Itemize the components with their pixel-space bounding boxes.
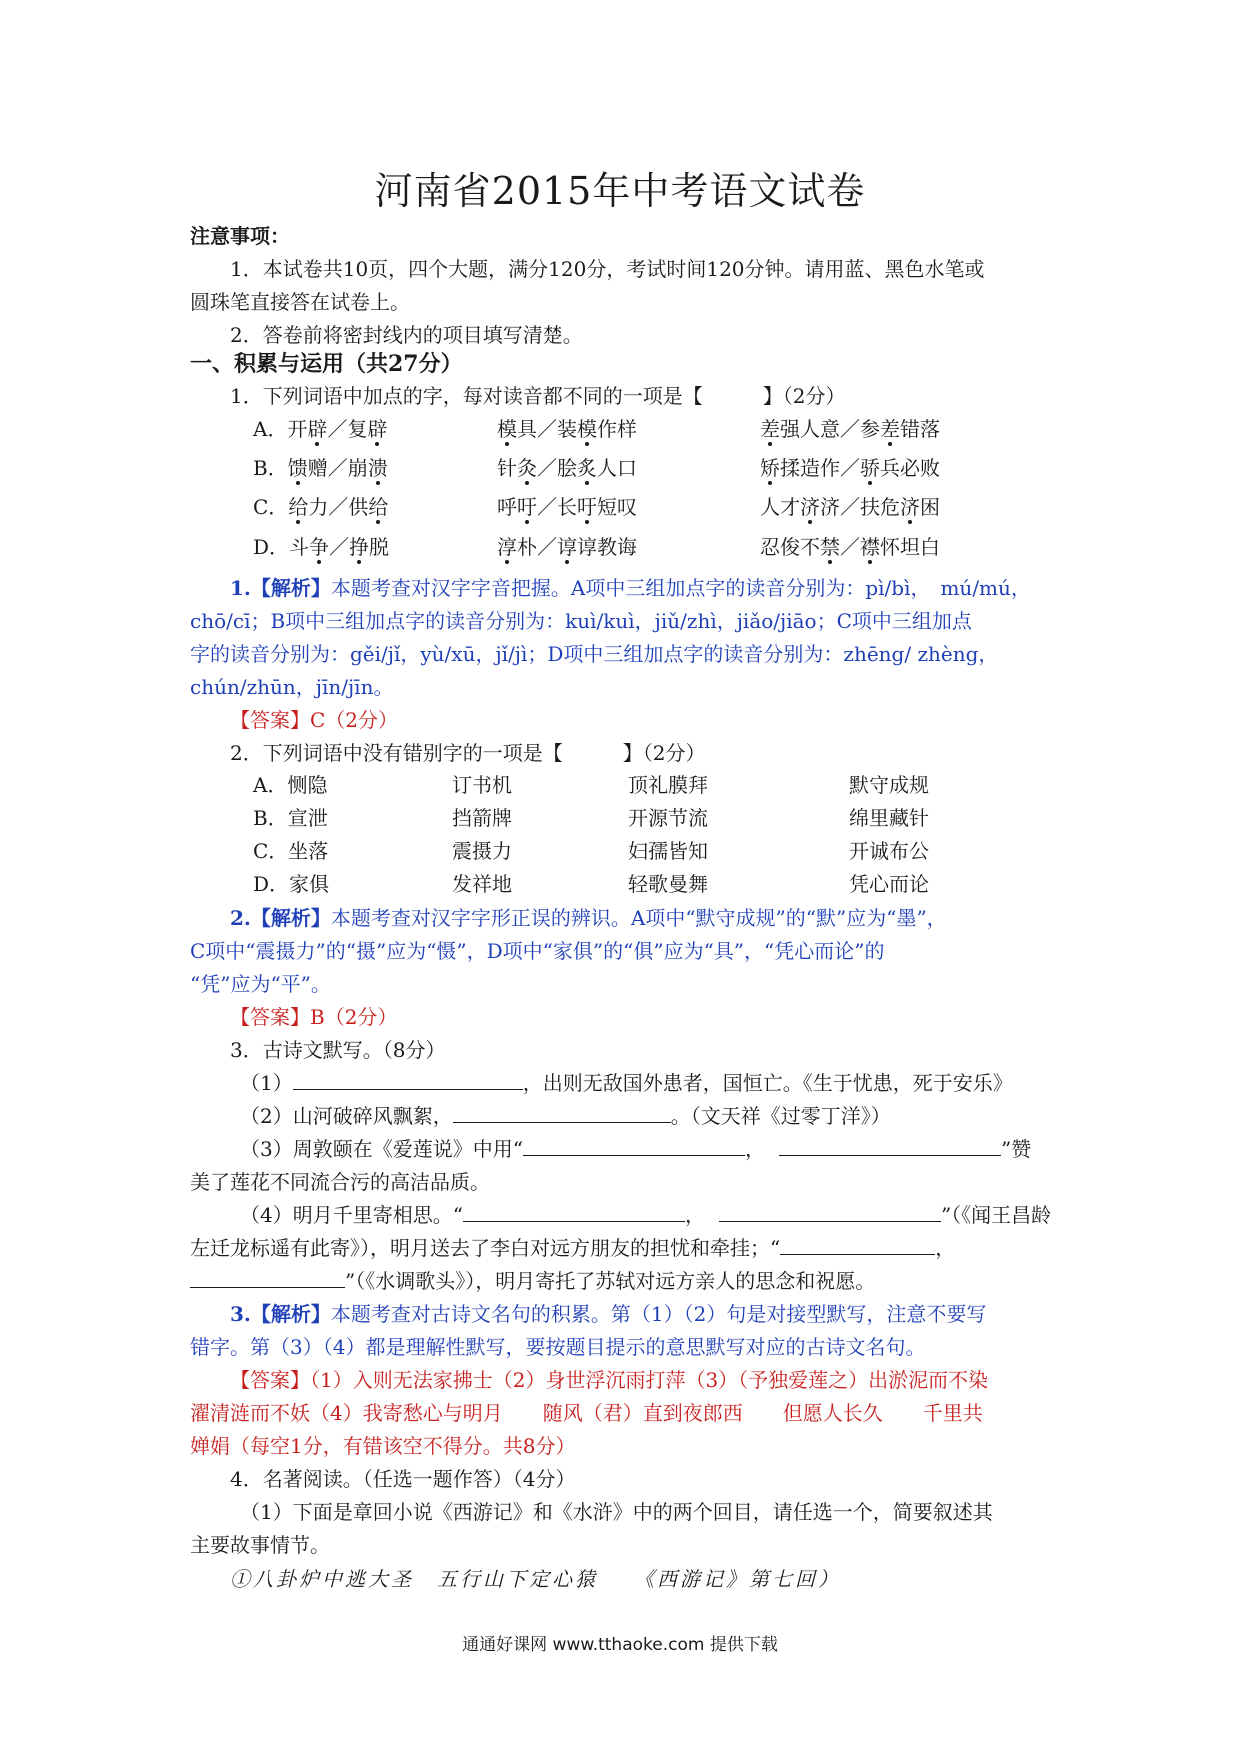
q2-option-d1: D．家俱 [253, 872, 330, 896]
q3-line-2 [190, 1100, 1060, 1133]
q4-sub1-text: 主要故事情节。 [190, 1533, 330, 1557]
answer-blank[interactable] [190, 1267, 345, 1288]
q4-sub1 [190, 1496, 1060, 1562]
q3-line-label: （1） [240, 1071, 293, 1095]
analysis-label: 2.【解析】 [230, 906, 331, 930]
q3-analysis [190, 1298, 1060, 1364]
q3-line-text: （4）明月千里寄相思。“ [240, 1203, 463, 1227]
q2-option-c2: 震摄力 [452, 839, 512, 863]
analysis-text: chō/cī；B项中三组加点字的读音分别为：kuì/kuì，jiǔ/zhì，jiǎo/jiāo；C项中三组加点 [190, 609, 972, 633]
q2-analysis [190, 902, 1060, 1001]
q1-option-d1: D．斗争／挣脱 [253, 535, 390, 559]
q3-line-text: ”（《闻王昌龄 [940, 1203, 1052, 1227]
answer-blank[interactable] [453, 1102, 671, 1123]
analysis-text: 本题考查对古诗文名句的积累。第（1）（2）句是对接型默写，注意不要写 [330, 1302, 987, 1326]
q3-line-text: ， [744, 1137, 765, 1161]
q1-stem: 1．下列词语中加点的字，每对读音都不同的一项是【 】（2分） [230, 384, 846, 408]
notice-heading: 注意事项： [190, 224, 290, 248]
q1-option-c3: 人才济济／扶危济困 [760, 495, 940, 519]
q1-option-a2: 模具／装模作样 [497, 417, 637, 441]
q1-option-c1: C．给力／供给 [253, 495, 389, 519]
analysis-text: “凭”应为“平”。 [190, 972, 331, 996]
q1-option-b2: 针灸／脍炙人口 [497, 456, 637, 480]
q3-line-3 [190, 1133, 1060, 1166]
answer-text: 婵娟（每空1分，有错该空不得分。共8分） [190, 1434, 576, 1458]
page-title: 河南省2015年中考语文试卷 [374, 169, 866, 213]
q3-line-1 [190, 1067, 1060, 1100]
q1-option-b1: B．馈赠／崩溃 [253, 456, 388, 480]
q3-line-text: ， [684, 1203, 705, 1227]
q1-option-b3: 矫揉造作／骄兵必败 [760, 456, 940, 480]
analysis-text: 字的读音分别为：gěi/jǐ，yù/xū，jǐ/jì；D项中三组加点字的读音分别为：zhēng/ zhèng， [190, 642, 999, 666]
q2-option-c1: C．坐落 [253, 839, 329, 863]
q2-option-a2: 订书机 [452, 773, 512, 797]
q2-option-c3: 妇孺皆知 [628, 839, 708, 863]
answer-blank[interactable] [523, 1135, 745, 1156]
q3-line-4-cont2 [190, 1265, 1060, 1298]
analysis-text: chún/zhūn，jīn/jīn。 [190, 675, 394, 699]
q2-option-b2: 挡箭牌 [452, 806, 512, 830]
answer-blank[interactable] [780, 1234, 935, 1255]
notice-item: 2．答卷前将密封线内的项目填写清楚。 [230, 323, 583, 347]
q3-line-text: 。（文天祥《过零丁洋》） [670, 1104, 891, 1128]
q3-line-text: （3）周敦颐在《爱莲说》中用“ [240, 1137, 523, 1161]
analysis-text: 本题考查对汉字字形正误的辨识。A项中“默守成规”的“默”应为“墨”， [330, 906, 947, 930]
notice-item: 圆珠笔直接答在试卷上。 [190, 290, 410, 314]
q3-stem: 3．古诗文默写。（8分） [230, 1038, 446, 1062]
q4-sub1-text: （1）下面是章回小说《西游记》和《水浒》中的两个回目，请任选一个，简要叙述其 [240, 1500, 993, 1524]
q2-option-a4: 默守成规 [849, 773, 929, 797]
answer-blank[interactable] [719, 1201, 941, 1222]
q2-option-a3: 顶礼膜拜 [628, 773, 708, 797]
q3-answer [190, 1364, 1060, 1463]
analysis-text: 错字。第（3）（4）都是理解性默写，要按题目提示的意思默写对应的古诗文名句。 [190, 1335, 926, 1359]
q4-item1: ①八卦炉中逃大圣 五行山下定心猿 《西游记》第七回） [230, 1567, 841, 1591]
q2-option-b4: 绵里藏针 [849, 806, 929, 830]
q2-option-d3: 轻歌曼舞 [628, 872, 708, 896]
analysis-label: 3.【解析】 [230, 1302, 331, 1326]
q2-option-a1: A．恻隐 [253, 773, 328, 797]
q2-option-d4: 凭心而论 [849, 872, 929, 896]
q2-option-b3: 开源节流 [628, 806, 708, 830]
q3-line-4-cont1 [190, 1232, 1060, 1265]
q1-option-a1: A．开辟／复辟 [253, 417, 388, 441]
page-footer: 通通好课网 www.tthaoke.com 提供下载 [462, 1635, 778, 1655]
q3-line-text: （2）山河破碎风飘絮， [240, 1104, 453, 1128]
q1-analysis [190, 572, 1060, 704]
q2-option-d2: 发祥地 [452, 872, 512, 896]
notice-item: 1．本试卷共10页，四个大题，满分120分，考试时间120分钟。请用蓝、黑色水笔或 [230, 257, 985, 281]
q2-stem: 2．下列词语中没有错别字的一项是【 】（2分） [230, 741, 706, 765]
q3-line-text: 左迁龙标遥有此寄》），明月送去了李白对远方朋友的担忧和牵挂；“ [190, 1236, 781, 1260]
q3-line-text: ，出则无敌国外患者，国恒亡。《生于忧患，死于安乐》 [522, 1071, 1013, 1095]
q1-option-c2: 呼吁／长吁短叹 [497, 495, 637, 519]
q1-option-d2: 淳朴／谆谆教诲 [497, 535, 637, 559]
q3-line-text: ， [935, 1236, 956, 1260]
q3-line-4 [190, 1199, 1060, 1232]
analysis-text: C项中“震摄力”的“摄”应为“慑”，D项中“家俱”的“俱”应为“具”，“凭心而论”的 [190, 939, 885, 963]
answer-text: 【答案】（1）入则无法家拂士（2）身世浮沉雨打萍（3）（予独爱莲之）出淤泥而不染 [230, 1368, 989, 1392]
analysis-label: 1.【解析】 [230, 576, 331, 600]
analysis-text: 本题考查对汉字字音把握。A项中三组加点字的读音分别为：pì/bì， mú/mú， [330, 576, 1031, 600]
notice-block [190, 220, 1060, 352]
q3-line-text: ”（《水调歌头》），明月寄托了苏轼对远方亲人的思念和祝愿。 [345, 1269, 876, 1293]
answer-blank[interactable] [293, 1069, 523, 1090]
q4-stem: 4．名著阅读。（任选一题作答）（4分） [230, 1467, 576, 1491]
q2-option-b1: B．宣泄 [253, 806, 328, 830]
q2-option-c4: 开诚布公 [849, 839, 929, 863]
section-heading: 一、积累与运用（共27分） [190, 351, 463, 377]
q3-line-text: ”赞 [1000, 1137, 1032, 1161]
answer-blank[interactable] [779, 1135, 1001, 1156]
q1-option-a3: 差强人意／参差错落 [760, 417, 940, 441]
answer-blank[interactable] [463, 1201, 685, 1222]
q1-answer: 【答案】C（2分） [230, 708, 399, 732]
q1-option-d3: 忍俊不禁／襟怀坦白 [760, 535, 940, 559]
q2-answer: 【答案】B（2分） [230, 1005, 398, 1029]
answer-text: 濯清涟而不妖（4）我寄愁心与明月 随风（君）直到夜郎西 但愿人长久 千里共 [190, 1401, 983, 1425]
q3-line-3-cont: 美了莲花不同流合污的高洁品质。 [190, 1170, 490, 1194]
